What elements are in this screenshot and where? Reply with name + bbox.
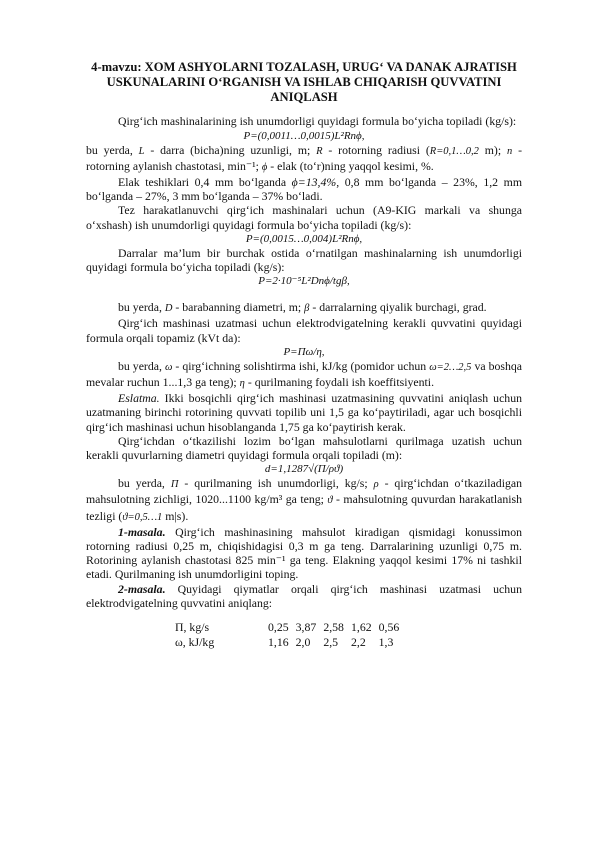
table-cell: 2,0 [295, 635, 311, 650]
paragraph-2: bu yerda, L - darra (bicha)ning uzunligi, m; R - rotorning radiusi (R=0,1…0,2 m); n - rotorning aylanish chastotasi, min⁻¹; ϕ - elak (to‘r)ning yaqqol kesimi, %. [86, 142, 522, 173]
table-cell: 2,58 [323, 620, 344, 635]
paragraph-11: bu yerda, П - qurilmaning ish unumdorligi, kg/s; ρ - qirg‘ichdan o‘tkaziladigan mahsulotning zichligi, 1020...1100 kg/m³ ga teng; ϑ - mahsulotning quvurdan harakatlanish tezligi (ϑ=0,5…1 m|s). [86, 476, 523, 523]
formula-1: P=(0,0011…0,0015)L²Rnϕ, [243, 129, 365, 142]
table-row [175, 635, 406, 650]
note-label: Eslatma. [118, 391, 160, 406]
paragraph-5: Darralar ma’lum bir burchak ostida o‘rnatilgan mashinalarning ish unumdorligi quyidagi formula bo‘yicha topiladi (kg/s): [86, 245, 522, 275]
page-title: 4-mavzu: XOM ASHYOLARNI TOZALASH, URUG‘ VA DANAK AJRATISH USKUNALARINI O‘RGANISH VA ISHLAB CHIQARISH QUVVATINI ANIQLASH [91, 60, 517, 104]
table-cell: 0,25 [268, 620, 289, 635]
symbol-pi: П [170, 479, 179, 491]
symbol-rho: ρ [373, 479, 379, 491]
paragraph-4: Tez harakatlanuvchi qirg‘ich mashinalari uchun (A9-KIG markali va shunga o‘xshash) ish unumdorligi quyidagi formula bo‘yicha topiladi (kg/s): [86, 203, 522, 232]
symbol-n: n [506, 145, 513, 157]
paragraph-10: Qirg‘ichdan o‘tkazilishi lozim bo‘lgan mahsulotlarni qurilmaga uzatish uchun kerakli quvurlarning diametri quyidagi formula orqali topiladi (m): [86, 433, 522, 463]
table-row-label: П, kg/s [175, 620, 210, 635]
formula-2: P=(0,0015…0,004)L²Rnϕ, [245, 232, 363, 245]
symbol-eta: η [239, 378, 245, 390]
paragraph-8: bu yerda, ω - qirg‘ichning solishtirma ishi, kJ/kg (pomidor uchun ω=2…2,5 va boshqa mevalar ruchun 1...1,3 ga teng); η - qurilmaning foydali ish koeffitsiyenti. [86, 358, 523, 390]
document-page [86, 60, 522, 650]
symbol-beta: β [304, 303, 310, 315]
symbol-theta: ϑ [327, 495, 333, 507]
problem-2: 2-masala. Quyidagi qiymatlar orqali qirg‘ich mashinasi uzatmasi uchun elektrodvigatelning quvvatini aniqlang: [86, 581, 522, 610]
table-cell: 2,2 [350, 635, 366, 650]
formula-3: P=2·10⁻⁵L²Dnϕ/tgβ, [258, 275, 350, 288]
symbol-L: L [138, 145, 145, 157]
table-cell: 0,56 [378, 620, 400, 635]
paragraph-6: bu yerda, D - barabanning diametri, m; β - darralarning qiyalik burchagi, grad. [118, 300, 487, 315]
symbol-R: R [316, 145, 323, 157]
table-cell: 1,62 [350, 620, 372, 635]
table-row-label: ω, kJ/kg [175, 635, 215, 650]
symbol-D: D [164, 303, 173, 315]
table-cell: 1,16 [268, 635, 289, 650]
problem-1: 1-masala. Qirg‘ich mashinasining mahsulot kiradigan qismidagi konussimon rotorning radiusi 0,25 m, chiqishidagisi 0,3 m ga teng. Darralarining uzunligi 0,75 m. Rotorining aylanish chastotasi 825 min⁻¹ ga teng. Elakning yaqqol kesimi 17% ni tashkil etadi. Qurilmaning ish unumdorligini toping. [86, 524, 523, 582]
paragraph-1: Qirg‘ich mashinalarining ish unumdorligi quyidagi formula bo‘yicha topiladi (kg/s): [118, 114, 517, 129]
symbol-phi: ϕ [261, 161, 268, 173]
formula-4: P=Пω/η, [283, 345, 325, 358]
problem-2-label: 2-masala. [118, 581, 166, 596]
values-table [175, 620, 406, 650]
problem-1-label: 1-masala. [118, 524, 166, 539]
paragraph-7: Qirg‘ich mashinasi uzatmasi uchun elektrodvigatelning kerakli quvvatini quyidagi formula orqali topamiz (kVt da): [86, 316, 522, 345]
table-cell: 3,87 [295, 620, 317, 635]
symbol-omega: ω [164, 361, 173, 373]
table-cell: 2,5 [323, 635, 339, 650]
paragraph-9-note: Eslatma. Ikki bosqichli qirg‘ich mashinasi uzatmasining quvvatini aniqlash uchun uzatmaning birinchi rotorining quvvati topilib uni 1,5 ga ko‘paytiriladi, agar uch bosqichli qirg‘ich mashinasi uchun hisoblanganda 1,75 ga ko‘paytirish kerak. [86, 391, 522, 434]
table-cell: 1,3 [378, 635, 394, 650]
table-row [175, 620, 406, 635]
paragraph-3: Elak teshiklari 0,4 mm bo‘lganda ϕ=13,4%, 0,8 mm bo‘lganda – 23%, 1,2 mm bo‘lganda – 27%, 3 mm bo‘lganda – 37% bo‘ladi. [86, 175, 522, 204]
formula-5: d=1,1287√(П/ρϑ) [264, 463, 344, 476]
